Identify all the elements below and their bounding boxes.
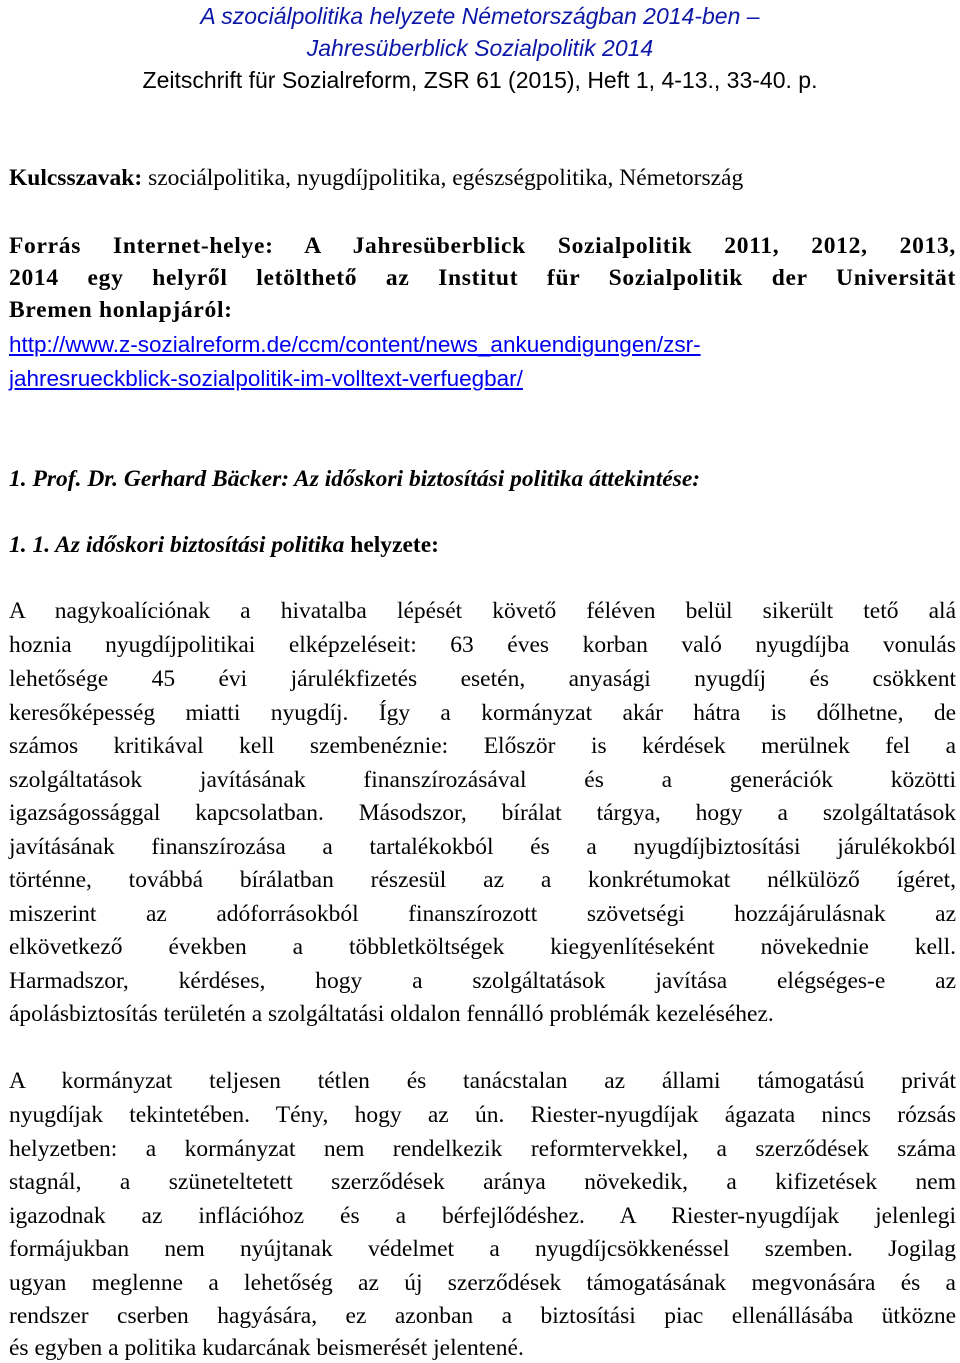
subsection-heading-rest: helyzete: [344,532,439,558]
keywords-line [9,163,743,193]
paragraph-1-line: elkövetkező években a többletköltségek kiegyenlítéseként növekednie kell. [9,934,956,960]
paragraph-1-line: számos kritikával kell szembenéznie: Először is kérdések merülnek fel a [9,733,956,759]
paragraph-1-line: Harmadszor, kérdéses, hogy a szolgáltatások javítása elégséges-e az [9,968,956,994]
paragraph-1-line: hoznia nyugdíjpolitikai elképzeléseit: 63 éves korban való nyugdíjba vonulás [9,632,956,658]
paragraph-1-line: miszerint az adóforrásokból finanszírozott szövetségi hozzájárulásnak az [9,901,956,927]
paragraph-1-line: történne, továbbá bírálatban részesül az a konkrétumokat nélkülöző ígéret, [9,867,956,893]
paragraph-2-line: és egyben a politika kudarcának beismerését jelentené. [9,1335,524,1361]
keywords-label: Kulcsszavak: [9,165,143,191]
paragraph-2-line: nyugdíjak tekintetében. Tény, hogy az ún. Riester-nyugdíjak ágazata nincs rózsás [9,1102,956,1128]
paragraph-1-line: A nagykoalíciónak a hivatalba lépését követő féléven belül sikerült tető alá [9,598,956,624]
paragraph-2-line: A kormányzat teljesen tétlen és tanácstalan az állami támogatású privát [9,1068,956,1094]
paragraph-1-line: igazságossággal kapcsolatban. Másodszor, bírálat tárgya, hogy a szolgáltatások [9,800,956,826]
paragraph-2-line: ugyan meglenne a lehetőség az új szerződések támogatásának megvonására és a [9,1270,956,1296]
subsection-1-1-heading [9,530,439,560]
paragraph-1-line: lehetősége 45 évi járulékfizetés esetén, anyasági nyugdíj és csökkent [9,666,956,692]
paragraph-1-line: keresőképesség miatti nyugdíj. Így a kormányzat akár hátra is dőlhetne, de [9,700,956,726]
paragraph-1-line: javításának finanszírozása a tartalékokból és a nyugdíjbiztosítási járulékokból [9,834,956,860]
title-line-2: Jahresüberblick Sozialpolitik 2014 [306,35,654,61]
paragraph-2-line: helyzetben: a kormányzat nem rendelkezik reformtervekkel, a szerződések száma [9,1136,956,1162]
paragraph-2-line: formájukban nem nyújtanak védelmet a nyugdíjcsökkenéssel szemben. Jogilag [9,1236,956,1262]
paragraph-2-line: igazodnak az inflációhoz és a bérfejlődéshez. A Riester-nyugdíjak jelenlegi [9,1203,956,1229]
keywords-text: szociálpolitika, nyugdíjpolitika, egészségpolitika, Németország [142,165,744,191]
title-line-1: A szociálpolitika helyzete Németországban 2014-ben – [200,3,760,29]
paragraph-1-line: ápolásbiztosítás területén a szolgáltatási oldalon fennálló problémák kezeléséhez. [9,1001,774,1027]
section-1-heading: 1. Prof. Dr. Gerhard Bäcker: Az időskori biztosítási politika áttekintése: [9,466,701,492]
source-line-2: 2014 egy helyről letölthető az Institut für Sozialpolitik der Universität [9,265,956,291]
source-url-link-2[interactable]: jahresrueckblick-sozialpolitik-im-volltext-verfuegbar/ [9,366,523,391]
source-url-line-2[interactable] [9,364,523,394]
source-line-1: Forrás Internet-helye: A Jahresüberblick Sozialpolitik 2011, 2012, 2013, [9,233,956,259]
subsection-heading-italic: 1. 1. Az időskori biztosítási politika [9,532,345,558]
source-url-line-1[interactable] [9,330,701,360]
paragraph-2-line: stagnál, a szüneteltetett szerződések aránya növekedik, a kifizetések nem [9,1169,956,1195]
source-line-3: Bremen honlapjáról: [9,297,233,323]
citation: Zeitschrift für Sozialreform, ZSR 61 (2015), Heft 1, 4-13., 33-40. p. [142,67,818,93]
paragraph-2-line: rendszer cserben hagyására, ez azonban a biztosítási piac ellenállásába ütközne [9,1303,956,1329]
source-url-link-1[interactable]: http://www.z-sozialreform.de/ccm/content/news_ankuendigungen/zsr- [9,332,701,357]
paragraph-1-line: szolgáltatások javításának finanszírozásával és a generációk közötti [9,767,956,793]
